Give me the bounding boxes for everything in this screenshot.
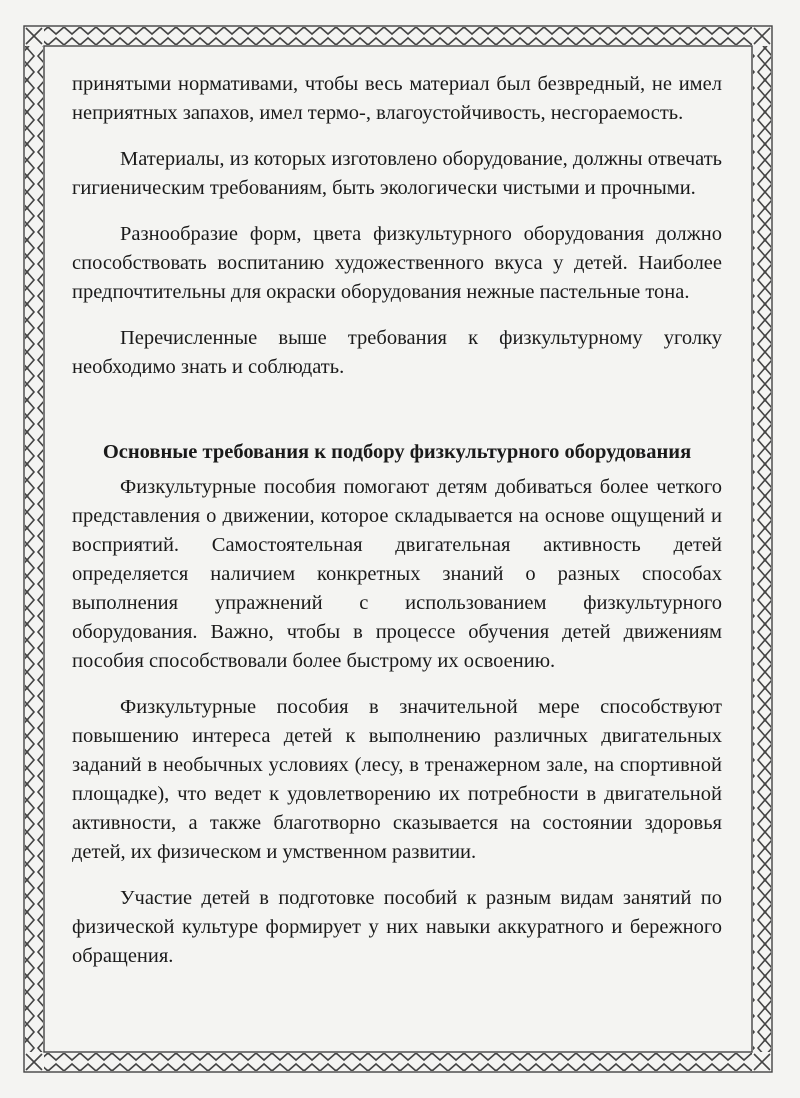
section-heading: Основные требования к подбору физкультурного оборудования: [102, 441, 692, 463]
paragraph: Физкультурные пособия в значительной мере способствуют повышению интереса детей к выполнению различных двигательных заданий в необычных условиях (лесу, в тренажерном зале, на спортивной площадке), что ведет к удовлетворению их потребности в двигательной активности, а также благотворно сказывается на состоянии здоровья детей, их физическом и умственном развитии.: [72, 696, 722, 863]
paragraph: Материалы, из которых изготовлено оборудование, должны отвечать гигиеническим требованиям, быть экологически чистыми и прочными.: [72, 148, 722, 199]
paragraph: Перечисленные выше требования к физкультурному уголку необходимо знать и соблюдать.: [72, 327, 722, 378]
paragraph: Физкультурные пособия помогают детям добиваться более четкого представления о движении, которое складывается на основе ощущений и восприятий. Самостоятельная двигательная активность детей определяется наличием конкретных знаний о разных способах выполнения упражнений с использованием физкультурного оборудования. Важно, чтобы в процессе обучения детей движениям пособия способствовали более быстрому их освоению.: [72, 476, 722, 672]
paragraph: Участие детей в подготовке пособий к разным видам занятий по физической культуре формирует у них навыки аккуратного и бережного обращения.: [72, 887, 722, 967]
paragraph: Разнообразие форм, цвета физкультурного оборудования должно способствовать воспитанию художественного вкуса у детей. Наиболее предпочтительны для окраски оборудования нежные пастельные тона.: [72, 223, 722, 303]
paragraph: принятыми нормативами, чтобы весь материал был безвредный, не имел неприятных запахов, имел термо-, влагоустойчивость, несгораемость.: [72, 73, 722, 124]
document-body: [72, 70, 722, 988]
